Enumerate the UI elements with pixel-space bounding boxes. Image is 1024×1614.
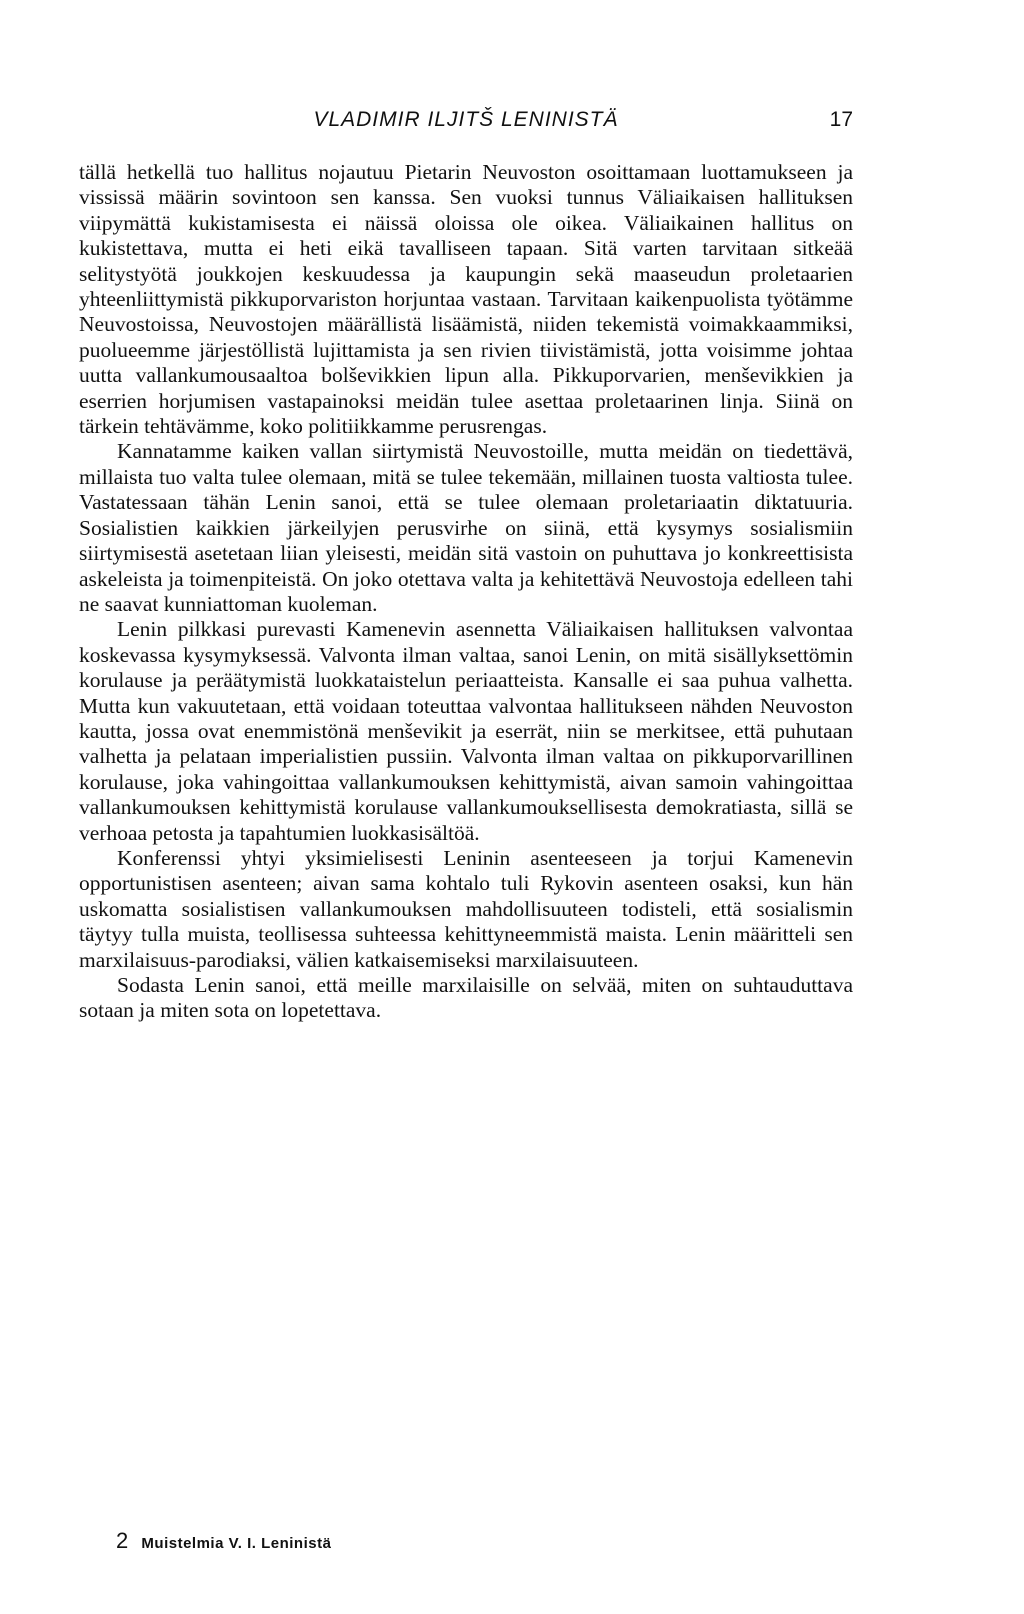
page-number: 17 [829, 108, 853, 131]
body-text [79, 160, 853, 1024]
paragraph: Konferenssi yhtyi yksimielisesti Leninin asenteeseen ja torjui Kamenevin opportunistisen asenteen; aivan sama kohtalo tuli Rykovin asenteen osaksi, kun hän uskomatta sosialistisen vallankumouksen mahdollisuuteen todisteli, että sosialismin täytyy tulla muista, teollisessa suhteessa kehittyneemmistä maista. Lenin määritteli sen marxilaisuus-parodiaksi, välien katkaisemiseksi marxilaisuuteen. [79, 845, 853, 972]
signature-number: 2 [116, 1528, 129, 1553]
running-title: VLADIMIR ILJITŠ LENINISTÄ [313, 108, 619, 131]
signature-text: Muistelmia V. I. Leninistä [141, 1535, 332, 1552]
paragraph: tällä hetkellä tuo hallitus nojautuu Pietarin Neuvoston osoittamaan luottamukseen ja vississä määrin sovintoon sen kanssa. Sen vuoksi tunnus Väliaikaisen hallituksen viipymättä kukistamisesta ei näissä oloissa ole oikea. Väliaikainen hallitus on kukistettava, mutta ei heti eikä tavalliseen tapaan. Sitä varten tarvitaan sitkeää selitystyötä joukkojen keskuudessa ja kaupungin sekä maaseudun proletaarien yhteenliittymistä pikkuporvariston horjuntaa vastaan. Tarvitaan kaikenpuolista työtämme Neuvostoissa, Neuvostojen määrällistä lisäämistä, niiden tekemistä voimakkaammiksi, puolueemme järjestöllistä lujittamista ja sen rivien tiivistämistä, jotta voisimme johtaa uutta vallankumousaaltoa bolševikkien lipun alla. Pikkuporvarien, menševikkien ja eserrien horjumisen vastapainoksi meidän tulee asettaa proletaarinen linja. Siinä on tärkein tehtävämme, koko politiikkamme perusrengas. [79, 160, 853, 439]
book-page [79, 0, 853, 1614]
signature-mark [116, 1528, 331, 1554]
paragraph: Sodasta Lenin sanoi, että meille marxilaisille on selvää, miten on suhtauduttava sotaan ja miten sota on lopetettava. [79, 973, 853, 1023]
paragraph: Kannatamme kaiken vallan siirtymistä Neuvostoille, mutta meidän on tiedettävä, millaista tuo valta tulee olemaan, mitä se tulee tekemään, millainen tuosta valtiosta tulee. Vastatessaan tähän Lenin sanoi, että se tulee olemaan proletariaatin diktatuuria. Sosialistien kaikkien järkeilyjen perusvirhe on siinä, että kysymys sosialismiin siirtymisestä asetetaan liian yleisesti, meidän sitä vastoin on puhuttava jo konkreettisista askeleista ja toimenpiteistä. On joko otettava valta ja kehitettävä Neuvostoja edelleen tahi ne saavat kunniattoman kuoleman. [79, 439, 853, 616]
running-head [79, 108, 853, 138]
paragraph: Lenin pilkkasi purevasti Kamenevin asennetta Väliaikaisen hallituksen valvontaa koskevassa kysymyksessä. Valvonta ilman valtaa, sanoi Lenin, on mitä sisällyksettömin korulause ja peräätymistä luokkataistelun periaatteista. Kansalle ei saa puhua valhetta. Mutta kun vakuutetaan, että voidaan toteuttaa valvontaa hallitukseen nähden Neuvoston kautta, jossa ovat enemmistönä menševikit ja eserrät, niin se merkitsee, että puhutaan valhetta ja pelataan imperialistien pussiin. Valvonta ilman valtaa on pikkuporvarillinen korulause, joka vahingoittaa vallankumouksen kehittymistä, aivan samoin vahingoittaa vallankumouksen kehittymistä korulause vallankumouksellisesta demokratiasta, sillä se verhoaa petosta ja tapahtumien luokkasisältöä. [79, 617, 853, 845]
